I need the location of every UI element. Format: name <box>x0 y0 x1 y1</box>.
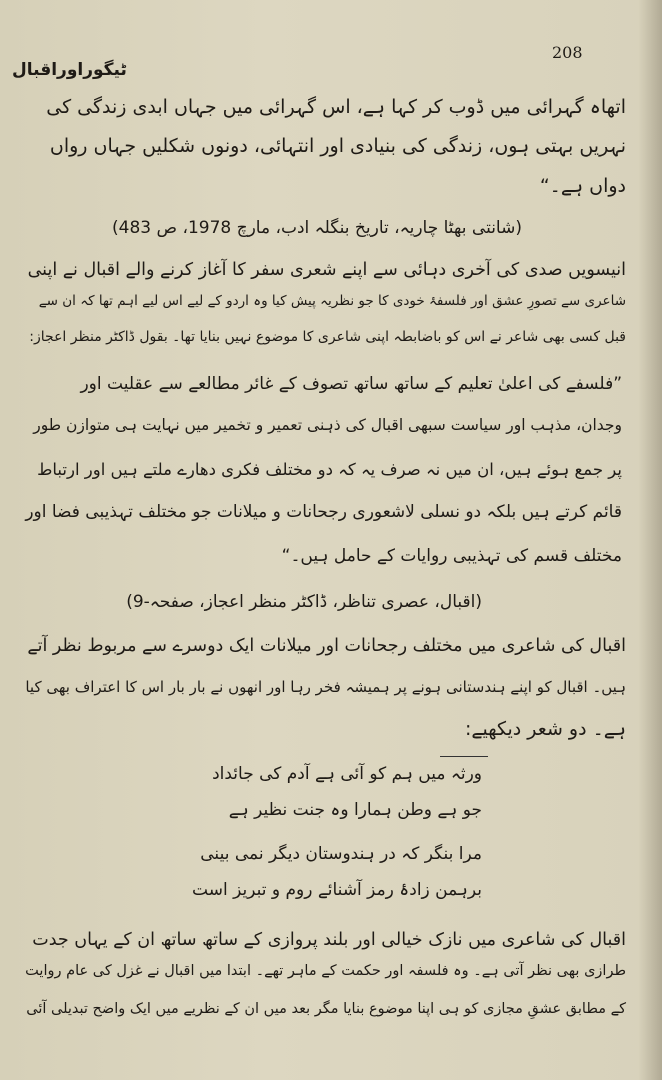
para3-line-3: ہے۔ دو شعر دیکھیے: <box>465 718 626 740</box>
quote-line-4: قائم کرتے ہیں بلکہ دو نسلی لاشعوری رجحانات و میلانات جو مختلف تہذیبی فضا اور <box>25 502 622 522</box>
para1-line-3: دواں ہے۔“ <box>539 175 626 197</box>
para2-line-1: انیسویں صدی کی آخری دہائی سے اپنے شعری سفر کا آغاز کرنے والے اقبال نے اپنی <box>27 260 626 280</box>
para3-line-1: اقبال کی شاعری میں مختلف رجحانات اور میلانات ایک دوسرے سے مربوط نظر آتے <box>27 636 626 656</box>
citation-2: (اقبال، عصری تناظر، ڈاکٹر منظر اعجاز، صفحہ-9) <box>126 592 482 612</box>
para1-line-1: اتھاہ گہرائی میں ڈوب کر کہا ہے، اس گہرائی میں جہاں ابدی زندگی کی <box>46 96 626 118</box>
citation-1: (شانتی بھٹا چاریہ، تاریخ بنگلہ ادب، مارچ 1978، ص 483) <box>111 218 522 238</box>
para4-line-3: کے مطابق عشقِ مجازی کو ہی اپنا موضوع بنایا مگر بعد میں ان کے نظریے میں ایک واضح تبدیلی آئی <box>26 1001 626 1017</box>
quote-line-3: پر جمع ہوئے ہیں، ان میں نہ صرف یہ کہ دو مختلف فکری دھارے ملتے ہیں اور ارتباط <box>37 460 622 479</box>
quote-line-1: ”فلسفے کی اعلیٰ تعلیم کے ساتھ ساتھ تصوف کے غائر مطالعے سے عقلیت اور <box>80 374 622 394</box>
para4-line-1: اقبال کی شاعری میں نازک خیالی اور بلند پروازی کے ساتھ ساتھ ان کے یہاں جدت <box>32 930 626 950</box>
para2-line-2: شاعری سے تصورِ عشق اور فلسفۂ خودی کا جو نظریہ پیش کیا وہ اردو کے لیے اس لیے اہم تھا کہ ان سے <box>38 293 626 309</box>
running-header: ٹیگوراوراقبال <box>12 60 127 80</box>
poem-line-3: مرا بنگر کہ در ہندوستان دیگر نمی بینی <box>200 844 482 864</box>
quote-line-5: مختلف قسم کی تہذیبی روایات کے حامل ہیں۔“ <box>281 546 622 566</box>
page-gutter-shadow <box>638 0 662 1080</box>
underline-rule <box>440 756 488 757</box>
quote-line-2: وجدان، مذہب اور سیاست سبھی اقبال کی ذہنی تعمیر و تخمیر میں نہایت ہی متوازن طور <box>33 416 622 434</box>
poem-line-4: برہمن زادۂ رمز آشنائے روم و تبریز است <box>192 880 482 900</box>
para2-line-3: قبل کسی بھی شاعر نے اس کو باضابطہ اپنی شاعری کا موضوع نہیں بنایا تھا۔ بقول ڈاکٹر منظر اعجاز: <box>29 329 626 345</box>
page-number: 208 <box>552 43 583 62</box>
para3-line-2: ہیں۔ اقبال کو اپنے ہندستانی ہونے پر ہمیشہ فخر رہا اور انھوں نے بار بار اس کا اعتراف بھی کیا <box>25 678 626 696</box>
poem-line-1: ورثہ میں ہم کو آئی ہے آدم کی جائداد <box>212 764 482 784</box>
poem-line-2: جو ہے وطن ہمارا وہ جنت نظیر ہے <box>228 800 482 820</box>
para1-line-2: نہریں بہتی ہوں، زندگی کی بنیادی اور انتہائی، دونوں شکلیں جہاں رواں <box>49 135 626 157</box>
para4-line-2: طرازی بھی نظر آتی ہے۔ وہ فلسفہ اور حکمت کے ماہر تھے۔ ابتدا میں اقبال نے غزل کی عام روایت <box>25 963 626 979</box>
